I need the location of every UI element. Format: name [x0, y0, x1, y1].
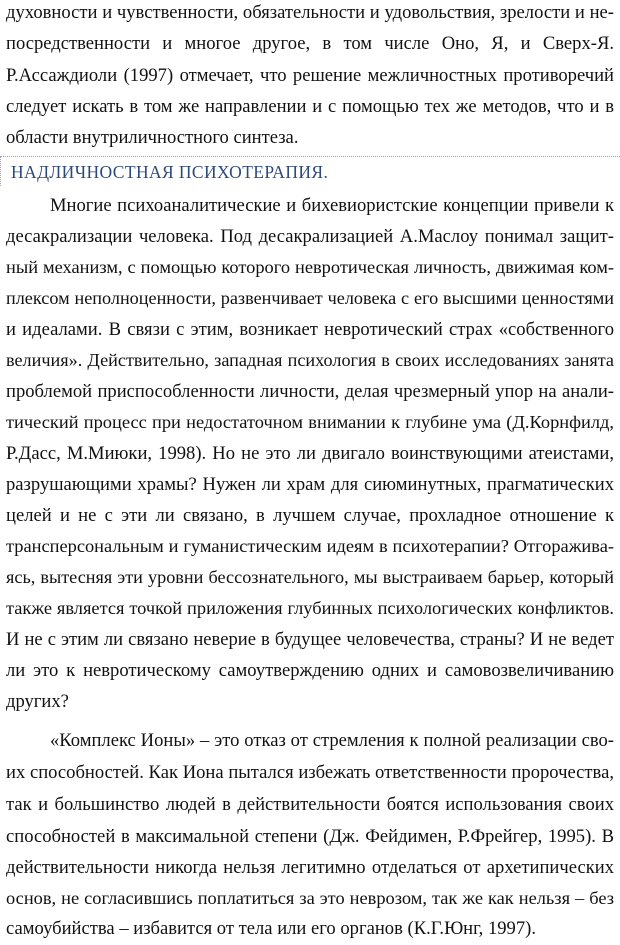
- text-line: посредственности и многое другое, в том числе Оно, Я, и Сверх-Я.: [6, 33, 614, 54]
- text-line: разрушающими храмы? Нужен ли храм для сиюминутных, прагматических: [6, 474, 614, 495]
- text-line: десакрализации человека. Под десакрализацией А.Маслоу понимал защит-: [6, 226, 614, 247]
- text-line: так и большинство людей в действительности боятся использования своих: [6, 794, 614, 815]
- text-line: Р.Ассаждиоли (1997) отмечает, что решение межличностных противоречий: [6, 65, 614, 86]
- text-line: следует искать в том же направлении и с помощью тех же методов, что и в: [6, 96, 614, 117]
- text-line: области внутриличностного синтеза.: [6, 127, 299, 148]
- text-line: целей и не с эти ли связано, в лучшем случае, прохладное отношение к: [6, 505, 614, 526]
- section-heading: [0, 156, 620, 186]
- text-line: «Комплекс Ионы» – это отказ от стремления к полной реализации сво-: [50, 730, 614, 751]
- text-line: плексом неполноценности, развенчивает человека с его высшими ценностями: [6, 288, 614, 308]
- section-heading-text: НАДЛИЧНОСТНАЯ ПСИХОТЕРАПИЯ.: [11, 162, 329, 182]
- text-line: действительности никогда нельзя легитимно отделаться от архетипических: [6, 857, 614, 878]
- text-line: проблемой приспособленности личности, делая чрезмерный упор на анали-: [6, 381, 614, 402]
- text-line: ясь, вытесняя эти уровни бессознательного, мы выстраиваем барьер, который: [6, 567, 614, 587]
- text-line: тический процесс при недостаточном внимании к глубине ума (Д.Корнфилд,: [6, 412, 614, 432]
- text-line: духовности и чувственности, обязательности и удовольствия, зрелости и не-: [6, 2, 614, 23]
- text-line: также является точкой приложения глубинных психологических конфликтов.: [6, 598, 614, 618]
- text-line: И не с этим ли связано неверие в будущее человечества, страны? И не ведет: [6, 629, 614, 650]
- text-line: способностей в максимальной степени (Дж. Фейдимен, Р.Фрейгер, 1995). В: [6, 826, 614, 847]
- text-line: и идеалами. В связи с этим, возникает невротический страх «собственного: [6, 319, 614, 340]
- text-line: Многие психоаналитические и бихевиористские концепции привели к: [50, 195, 614, 216]
- text-line: ли это к невротическому самоутверждению одних и самовозвеличиванию: [6, 660, 614, 681]
- text-line: трансперсональным и гуманистическим идеям в психотерапии? Отгоражива-: [6, 536, 614, 556]
- text-line: ный механизм, с помощью которого невротическая личность, движимая ком-: [6, 257, 614, 277]
- text-line: самоубийства – избавится от тела или его органов (К.Г.Юнг, 1997).: [6, 918, 536, 939]
- text-line: основ, не согласившись поплатиться за это неврозом, так же как нельзя – без: [6, 888, 614, 908]
- text-line: Р.Дасс, М.Миюки, 1998). Но не это ли двигало воинствующими атеистами,: [6, 443, 614, 464]
- text-line: их способностей. Как Иона пытался избежать ответственности пророчества,: [6, 762, 614, 783]
- text-line: других?: [6, 691, 69, 712]
- text-line: величия». Действительно, западная психология в своих исследованиях занята: [6, 350, 614, 370]
